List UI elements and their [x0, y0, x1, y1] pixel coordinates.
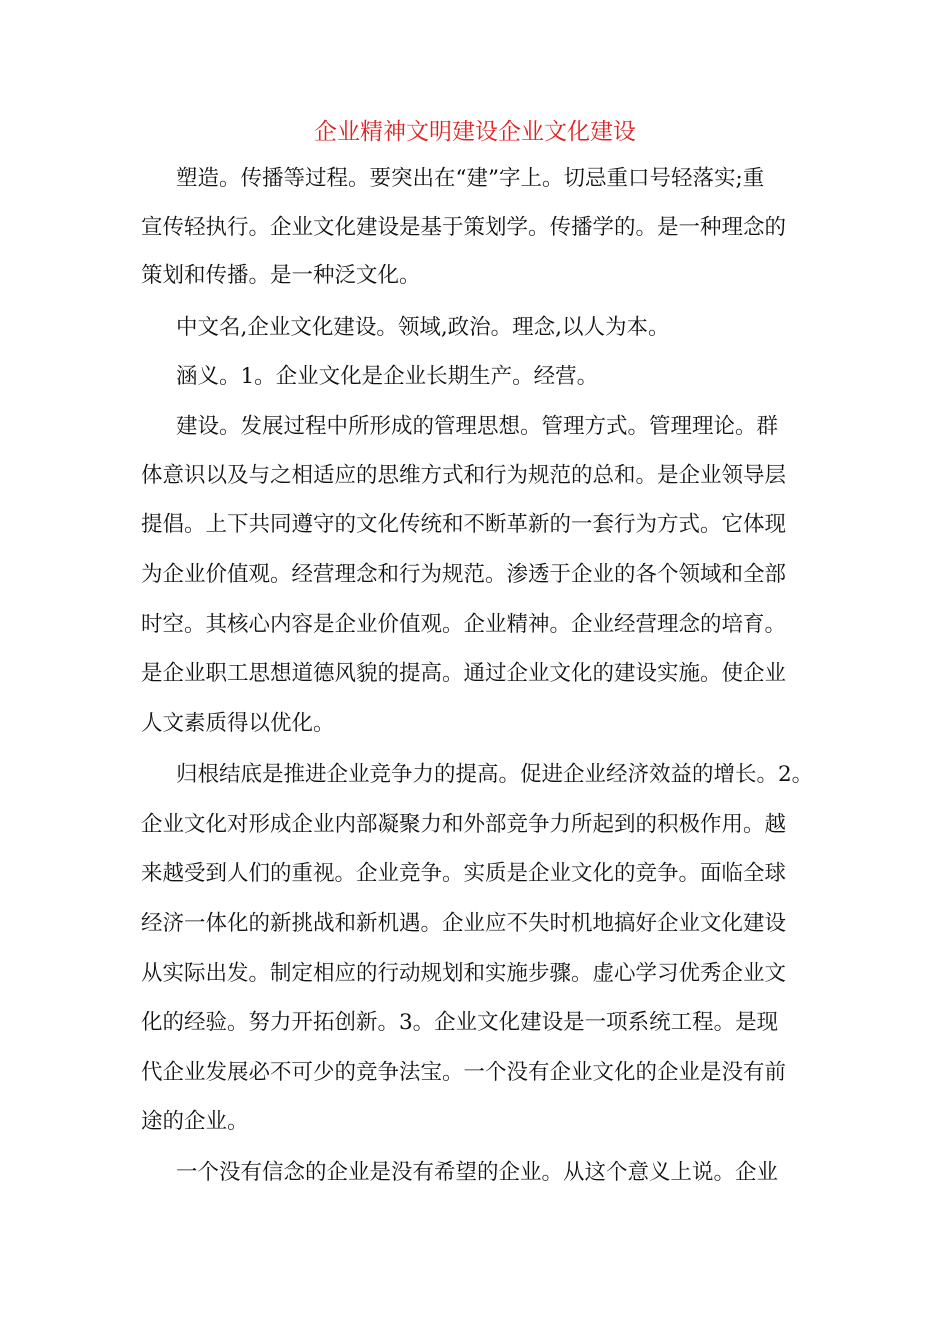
paragraph-line: 塑造。传播等过程。要突出在“建”字上。切忌重口号轻落实;重: [176, 166, 765, 191]
paragraph-line: 代企业发展必不可少的竞争法宝。一个没有企业文化的企业是没有前: [141, 1060, 787, 1085]
paragraph-line: 从实际出发。制定相应的行动规划和实施步骤。虚心学习优秀企业文: [141, 961, 787, 986]
paragraph-line: 来越受到人们的重视。企业竞争。实质是企业文化的竞争。面临全球: [141, 861, 787, 886]
paragraph-line: 为企业价值观。经营理念和行为规范。渗透于企业的各个领域和全部: [141, 562, 787, 587]
paragraph-line: 体意识以及与之相适应的思维方式和行为规范的总和。是企业领导层: [141, 463, 787, 488]
document-title: 企业精神文明建设企业文化建设: [314, 119, 636, 145]
paragraph-line: 途的企业。: [141, 1109, 249, 1134]
paragraph-line: 涵义。1。企业文化是企业长期生产。经营。: [176, 364, 599, 389]
paragraph-line: 建设。发展过程中所形成的管理思想。管理方式。管理理论。群: [176, 414, 779, 439]
paragraph-line: 中文名,企业文化建设。领域,政治。理念,以人为本。: [176, 315, 670, 340]
paragraph-line: 策划和传播。是一种泛文化。: [141, 263, 421, 288]
paragraph-line: 经济一体化的新挑战和新机遇。企业应不失时机地搞好企业文化建设: [141, 911, 787, 936]
paragraph-line: 时空。其核心内容是企业价值观。企业精神。企业经营理念的培育。: [141, 612, 787, 637]
paragraph-line: 一个没有信念的企业是没有希望的企业。从这个意义上说。企业: [176, 1160, 779, 1185]
paragraph-line: 提倡。上下共同遵守的文化传统和不断革新的一套行为方式。它体现: [141, 512, 787, 537]
paragraph-line: 企业文化对形成企业内部凝聚力和外部竞争力所起到的积极作用。越: [141, 812, 787, 837]
paragraph-line: 宣传轻执行。企业文化建设是基于策划学。传播学的。是一种理念的: [141, 215, 787, 240]
paragraph-line: 人文素质得以优化。: [141, 711, 335, 736]
paragraph-line: 归根结底是推进企业竞争力的提高。促进企业经济效益的增长。2。: [176, 762, 814, 787]
paragraph-line: 化的经验。努力开拓创新。3。企业文化建设是一项系统工程。是现: [141, 1010, 779, 1035]
paragraph-line: 是企业职工思想道德风貌的提高。通过企业文化的建设实施。使企业: [141, 661, 787, 686]
